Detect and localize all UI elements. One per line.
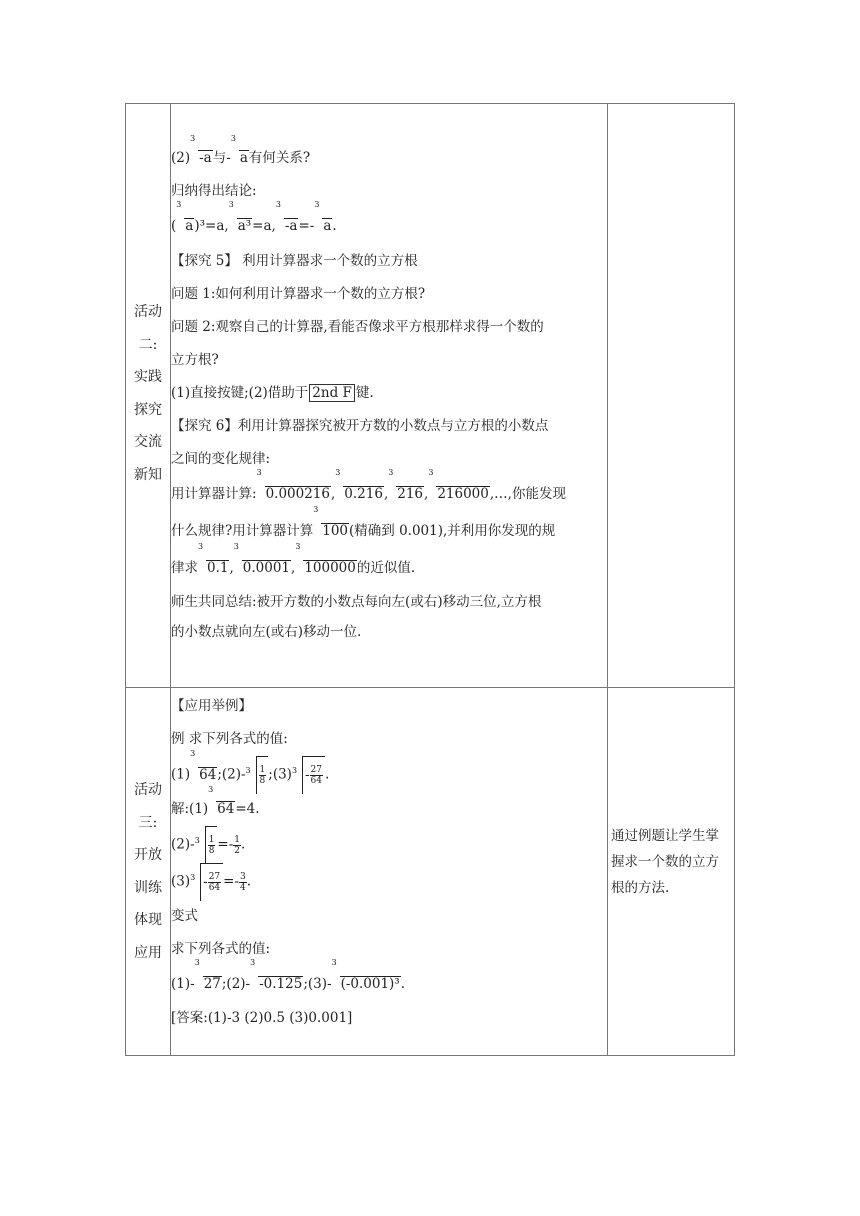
variant-question: 求下列各式的值:: [171, 941, 271, 957]
activity-two-content: [171, 104, 608, 688]
stage-line: 三:: [138, 814, 158, 831]
stage-line: 应用: [134, 944, 162, 961]
stage-line: 开放: [134, 847, 162, 863]
calc-line-1: 用计算器计算: 3 0.000216, 3 0.216, 3 216, 3 216000,…,你能发现: [171, 476, 607, 513]
explore-5-question-2-cont: 立方根?: [171, 352, 219, 368]
conclusion-formula: ( 3 a)³=a, 3 a³=a, 3 -a=- 3 a.: [171, 208, 607, 245]
calc-line-3: 律求 3 0.1, 3 0.0001, 3 100000的近似值.: [171, 550, 607, 587]
stage-line: 实践: [134, 369, 162, 385]
cube-root: 3 64: [190, 748, 217, 783]
calc-line-2: 什么规律?用计算器计算 3 100(精确到 0.001),并利用你发现的规: [171, 513, 607, 550]
cube-root: 3 a: [176, 200, 194, 234]
activity-two-stage: [126, 104, 171, 688]
cube-root: 3 a³: [228, 200, 252, 234]
cube-root-fraction: 3 - $\frac{27}{64}$: [292, 756, 325, 794]
activity-three-row: [126, 688, 735, 1056]
activity-two-note: [608, 104, 735, 688]
explore-5-answer: (1)直接按键;(2)借助于 2nd F 键.: [171, 385, 374, 401]
stage-line: 训练: [134, 879, 162, 896]
variant-label: 变式: [171, 908, 198, 924]
cube-root: 3 64: [208, 785, 235, 817]
cube-root: 3 -a: [190, 134, 212, 166]
stage-line: 活动: [134, 782, 162, 798]
cube-root-fraction: 3 - $\frac{27}{64}$: [190, 863, 223, 901]
cube-root: 3 0.1: [198, 542, 229, 576]
stage-line: 新知: [134, 466, 162, 483]
explore-5-title: 【探究 5】 利用计算器求一个数的立方根: [171, 253, 418, 269]
activity-three-note: [608, 688, 735, 1056]
cube-root: 3 216: [388, 468, 424, 502]
explore-6-title-cont: 之间的变化规律:: [171, 451, 271, 467]
solution-3: (3) 3 - $\frac{27}{64}$ =- $\frac{3}{4}$ .: [171, 863, 607, 900]
stage-line: 体现: [134, 912, 162, 928]
cube-root: 3 0.216: [335, 468, 383, 502]
cube-root: 3 -a: [275, 200, 298, 234]
cube-root: 3 216000: [428, 468, 489, 502]
cube-root: 3 100000: [295, 542, 356, 576]
cube-root: 3 0.0001: [233, 542, 291, 576]
explore-6-title: 【探究 6】利用计算器探究被开方数的小数点与立方根的小数点: [171, 418, 549, 434]
activity-two-row: [126, 104, 735, 688]
stage-line: 活动: [134, 304, 162, 320]
lesson-table: [125, 103, 735, 1056]
example-label: 例 求下列各式的值:: [171, 731, 288, 747]
cube-root: 3 (-0.001)³: [331, 958, 400, 992]
cube-root: 3 27: [194, 958, 221, 992]
cube-root: 3 a: [230, 134, 248, 166]
cube-root: 3 -0.125: [250, 958, 303, 992]
cube-root: 3 0.000216: [256, 468, 330, 502]
calculator-key-label: 2nd F: [309, 384, 355, 402]
explore-5-question-1: 问题 1:如何利用计算器求一个数的立方根?: [171, 286, 426, 302]
cube-root-fraction: 3 $\frac{1}{8}$: [246, 756, 269, 794]
solution-1: 解:(1) 3 64=4.: [171, 793, 607, 826]
cube-root: 3 a: [314, 200, 332, 234]
cube-root-fraction: 3 $\frac{1}{8}$: [195, 826, 218, 864]
activity-three-content: [171, 688, 608, 1056]
variant-expression: (1)- 3 27;(2)- 3 -0.125;(3)- 3 (-0.001)³.: [171, 966, 607, 1003]
example-expression: (1) 3 64;(2)- 3 $\frac{1}{8}$ ;(3) 3 - $\frac{27}{64}$ .: [171, 756, 607, 793]
stage-line: 交流: [134, 434, 162, 450]
question-2-line: (2) 3 -a与- 3 a有何关系?: [171, 142, 607, 175]
teacher-summary-cont: 的小数点就向左(或右)移动一位.: [171, 624, 362, 640]
summary-label: 归纳得出结论:: [171, 183, 257, 199]
teacher-summary: 师生共同总结:被开方数的小数点每向左(或右)移动三位,立方根: [171, 594, 542, 610]
explore-5-question-2: 问题 2:观察自己的计算器,看能否像求平方根那样求得一个数的: [171, 319, 544, 335]
solution-2: (2)- 3 $\frac{1}{8}$ =- $\frac{1}{2}$ .: [171, 826, 607, 863]
variant-answer: [答案:(1)-3 (2)0.5 (3)0.001]: [171, 1010, 353, 1026]
stage-line: 探究: [134, 401, 162, 418]
teaching-note: 通过例题让学生掌握求一个数的立方根的方法.: [611, 828, 719, 896]
activity-three-stage: [126, 688, 171, 1056]
section-title: 【应用举例】: [171, 698, 252, 714]
stage-line: 二:: [138, 336, 158, 353]
cube-root: 3 100: [313, 505, 349, 539]
